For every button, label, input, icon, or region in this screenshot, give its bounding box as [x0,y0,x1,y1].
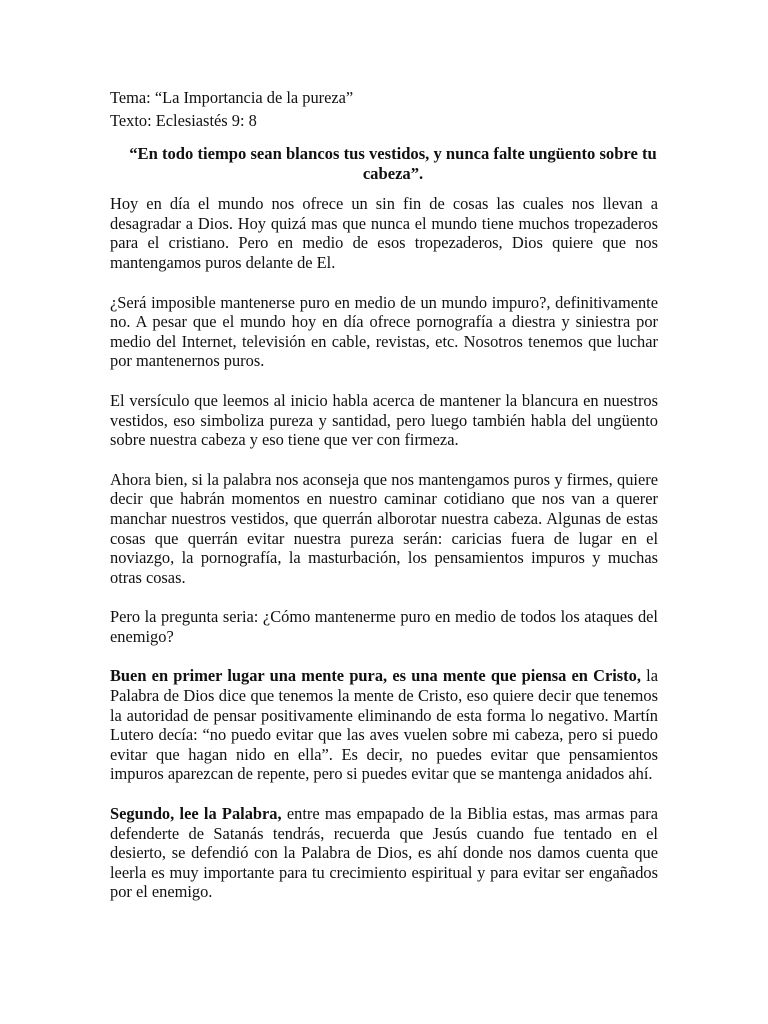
paragraph-6-text: la Palabra de Dios dice que tenemos la mente de Cristo, eso quiere decir que tenemos la autoridad de pensar positivamente eliminando de esta forma lo negativo. Martín Lutero decía: “no puedo evitar que las aves vuelen sobre mi cabeza, pero si puedo evitar que hagan nido en ella”. Es decir, no puedes evitar que pensamientos impuros aparezcan de repente, pero si puedes evitar que se mantenga anidados ahí. [110,666,658,784]
paragraph-1: Hoy en día el mundo nos ofrece un sin fin de cosas las cuales nos llevan a desagradar a Dios. Hoy quizá mas que nunca el mundo tiene muchos tropezaderos para el cristiano. Pero en medio de esos tropezaderos, Dios quiere que nos mantengamos puros delante de El. [110,194,658,272]
paragraph-2: ¿Será imposible mantenerse puro en medio de un mundo impuro?, definitivamente no. A pesar que el mundo hoy en día ofrece pornografía a diestra y siniestra por medio del Internet, televisión en cable, revistas, etc. Nosotros tenemos que luchar por mantenernos puros. [110,292,658,371]
scripture-reference: Texto: Eclesiastés 9: 8 [110,111,257,130]
paragraph-5: Pero la pregunta seria: ¿Cómo mantenerme puro en medio de todos los ataques del enemigo? [110,607,658,646]
paragraph-4: Ahora bien, si la palabra nos aconseja que nos mantengamos puros y firmes, quiere decir que habrán momentos en nuestro caminar cotidiano que nos van a querer manchar nuestros vestidos, que querrán alborotar nuestra cabeza. Algunas de estas cosas que querrán evitar nuestra pureza serán: caricias fuera de lugar en el noviazgo, la pornografía, la masturbación, los pensamientos impuros y muchas otras cosas. [110,469,658,587]
document-page [110,86,658,902]
sermon-topic: Tema: “La Importancia de la pureza” [110,88,354,107]
paragraph-6-heading: Buen en primer lugar una mente pura, es una mente que piensa en Cristo, [110,666,641,686]
paragraph-7-text: entre mas empapado de la Biblia estas, mas armas para defenderte de Satanás tendrás, recuerda que Jesús cuando fue tentado en el desierto, se defendió con la Palabra de Dios, es ahí donde nos damos cuenta que leerla es muy importante para tu crecimiento espiritual y para evitar ser engañados por el enemigo. [110,804,658,902]
paragraph-7-heading: Segundo, lee la Palabra, [110,804,282,824]
paragraph-3: El versículo que leemos al inicio habla acerca de mantener la blancura en nuestros vestidos, eso simboliza pureza y santidad, pero luego también habla del ungüento sobre nuestra cabeza y eso tiene que ver con firmeza. [110,390,658,450]
scripture-verse: “En todo tiempo sean blancos tus vestidos, y nunca falte ungüento sobre tu cabeza”. [129,144,657,183]
paragraph-7 [110,804,658,902]
paragraph-6 [110,666,658,784]
